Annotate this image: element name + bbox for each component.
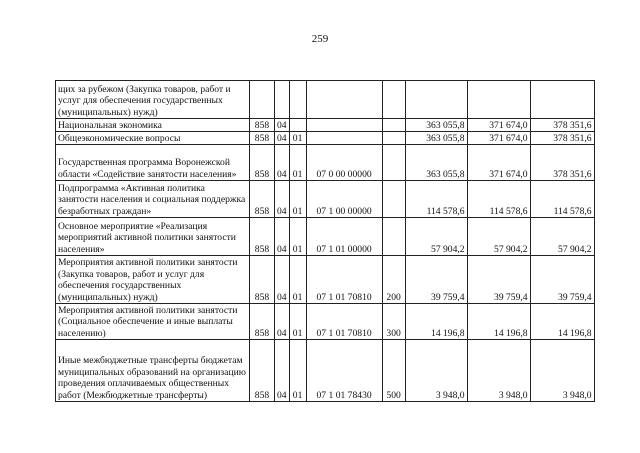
cell-gr: 858	[250, 340, 275, 402]
table-row	[56, 119, 595, 132]
cell-gr: 858	[250, 119, 275, 132]
cell-year-2: 371 674,0	[467, 132, 530, 145]
cell-pr: 01	[289, 256, 306, 304]
cell-rz	[275, 81, 290, 119]
table-row	[56, 145, 595, 181]
cell-year-2: 57 904,2	[467, 218, 530, 256]
cell-vr: 500	[382, 340, 405, 402]
cell-csr	[306, 119, 382, 132]
cell-year-3: 3 948,0	[530, 340, 594, 402]
table-row	[56, 81, 595, 119]
table-row	[56, 304, 595, 340]
page-number: 259	[311, 33, 329, 45]
cell-vr	[382, 119, 405, 132]
cell-year-3: 14 196,8	[530, 304, 594, 340]
cell-vr	[382, 81, 405, 119]
cell-csr: 07 1 01 70810	[306, 256, 382, 304]
cell-csr: 07 1 01 78430	[306, 340, 382, 402]
cell-vr	[382, 218, 405, 256]
cell-pr: 01	[289, 340, 306, 402]
cell-vr	[382, 181, 405, 218]
cell-csr: 07 1 01 70810	[306, 304, 382, 340]
budget-table	[55, 80, 595, 402]
cell-gr	[250, 81, 275, 119]
cell-year-2: 371 674,0	[467, 119, 530, 132]
budget-table-body	[56, 81, 595, 402]
cell-year-1: 363 055,8	[405, 145, 467, 181]
cell-year-1: 57 904,2	[405, 218, 467, 256]
cell-year-1: 3 948,0	[405, 340, 467, 402]
cell-year-2: 14 196,8	[467, 304, 530, 340]
cell-year-3: 378 351,6	[530, 145, 594, 181]
cell-csr	[306, 81, 382, 119]
cell-year-2: 3 948,0	[467, 340, 530, 402]
cell-year-3	[530, 81, 594, 119]
cell-pr: 01	[289, 145, 306, 181]
row-name: Мероприятия активной политики занятости (Закупка товаров, работ и услуг для обеспечения государственных (муниципальных) нужд)	[56, 256, 250, 304]
row-name: Общеэкономические вопросы	[56, 132, 250, 145]
row-name: Иные межбюджетные трансферты бюджетам муниципальных образований на организацию проведения оплачиваемых общественных работ (Межбюджетные трансферты)	[56, 340, 250, 402]
cell-year-2	[467, 81, 530, 119]
cell-year-2: 39 759,4	[467, 256, 530, 304]
table-row	[56, 132, 595, 145]
cell-pr: 01	[289, 132, 306, 145]
cell-year-1: 39 759,4	[405, 256, 467, 304]
cell-year-2: 371 674,0	[467, 145, 530, 181]
cell-year-3: 114 578,6	[530, 181, 594, 218]
cell-gr: 858	[250, 218, 275, 256]
cell-gr: 858	[250, 145, 275, 181]
row-name: Подпрограмма «Активная политика занятости населения и социальная поддержка безработных граждан»	[56, 181, 250, 218]
row-name: Основное мероприятие «Реализация мероприятий активной политики занятости населения»	[56, 218, 250, 256]
row-name: Государственная программа Воронежской области «Содействие занятости населения»	[56, 145, 250, 181]
cell-pr: 01	[289, 218, 306, 256]
cell-gr: 858	[250, 181, 275, 218]
cell-year-2: 114 578,6	[467, 181, 530, 218]
table-row	[56, 340, 595, 402]
cell-rz: 04	[275, 132, 290, 145]
table-row	[56, 181, 595, 218]
cell-pr: 01	[289, 304, 306, 340]
cell-rz: 04	[275, 181, 290, 218]
cell-csr: 07 0 00 00000	[306, 145, 382, 181]
cell-rz: 04	[275, 119, 290, 132]
cell-gr: 858	[250, 304, 275, 340]
cell-csr	[306, 132, 382, 145]
cell-rz: 04	[275, 145, 290, 181]
cell-csr: 07 1 01 00000	[306, 218, 382, 256]
cell-year-3: 378 351,6	[530, 119, 594, 132]
cell-rz: 04	[275, 218, 290, 256]
table-row	[56, 256, 595, 304]
cell-year-1: 363 055,8	[405, 119, 467, 132]
row-name: щих за рубежом (Закупка товаров, работ и услуг для обеспечения государственных (муниципальных) нужд)	[56, 81, 250, 119]
cell-pr	[289, 81, 306, 119]
cell-rz: 04	[275, 340, 290, 402]
cell-pr	[289, 119, 306, 132]
cell-gr: 858	[250, 132, 275, 145]
cell-year-1	[405, 81, 467, 119]
cell-rz: 04	[275, 256, 290, 304]
cell-year-3: 378 351,6	[530, 132, 594, 145]
cell-year-1: 14 196,8	[405, 304, 467, 340]
cell-pr: 01	[289, 181, 306, 218]
cell-year-3: 39 759,4	[530, 256, 594, 304]
table-row	[56, 218, 595, 256]
cell-vr: 300	[382, 304, 405, 340]
cell-rz: 04	[275, 304, 290, 340]
cell-vr	[382, 132, 405, 145]
cell-gr: 858	[250, 256, 275, 304]
cell-year-1: 114 578,6	[405, 181, 467, 218]
cell-year-3: 57 904,2	[530, 218, 594, 256]
row-name: Мероприятия активной политики занятости (Социальное обеспечение и иные выплаты населению)	[56, 304, 250, 340]
cell-vr	[382, 145, 405, 181]
cell-year-1: 363 055,8	[405, 132, 467, 145]
cell-vr: 200	[382, 256, 405, 304]
cell-csr: 07 1 00 00000	[306, 181, 382, 218]
row-name: Национальная экономика	[56, 119, 250, 132]
